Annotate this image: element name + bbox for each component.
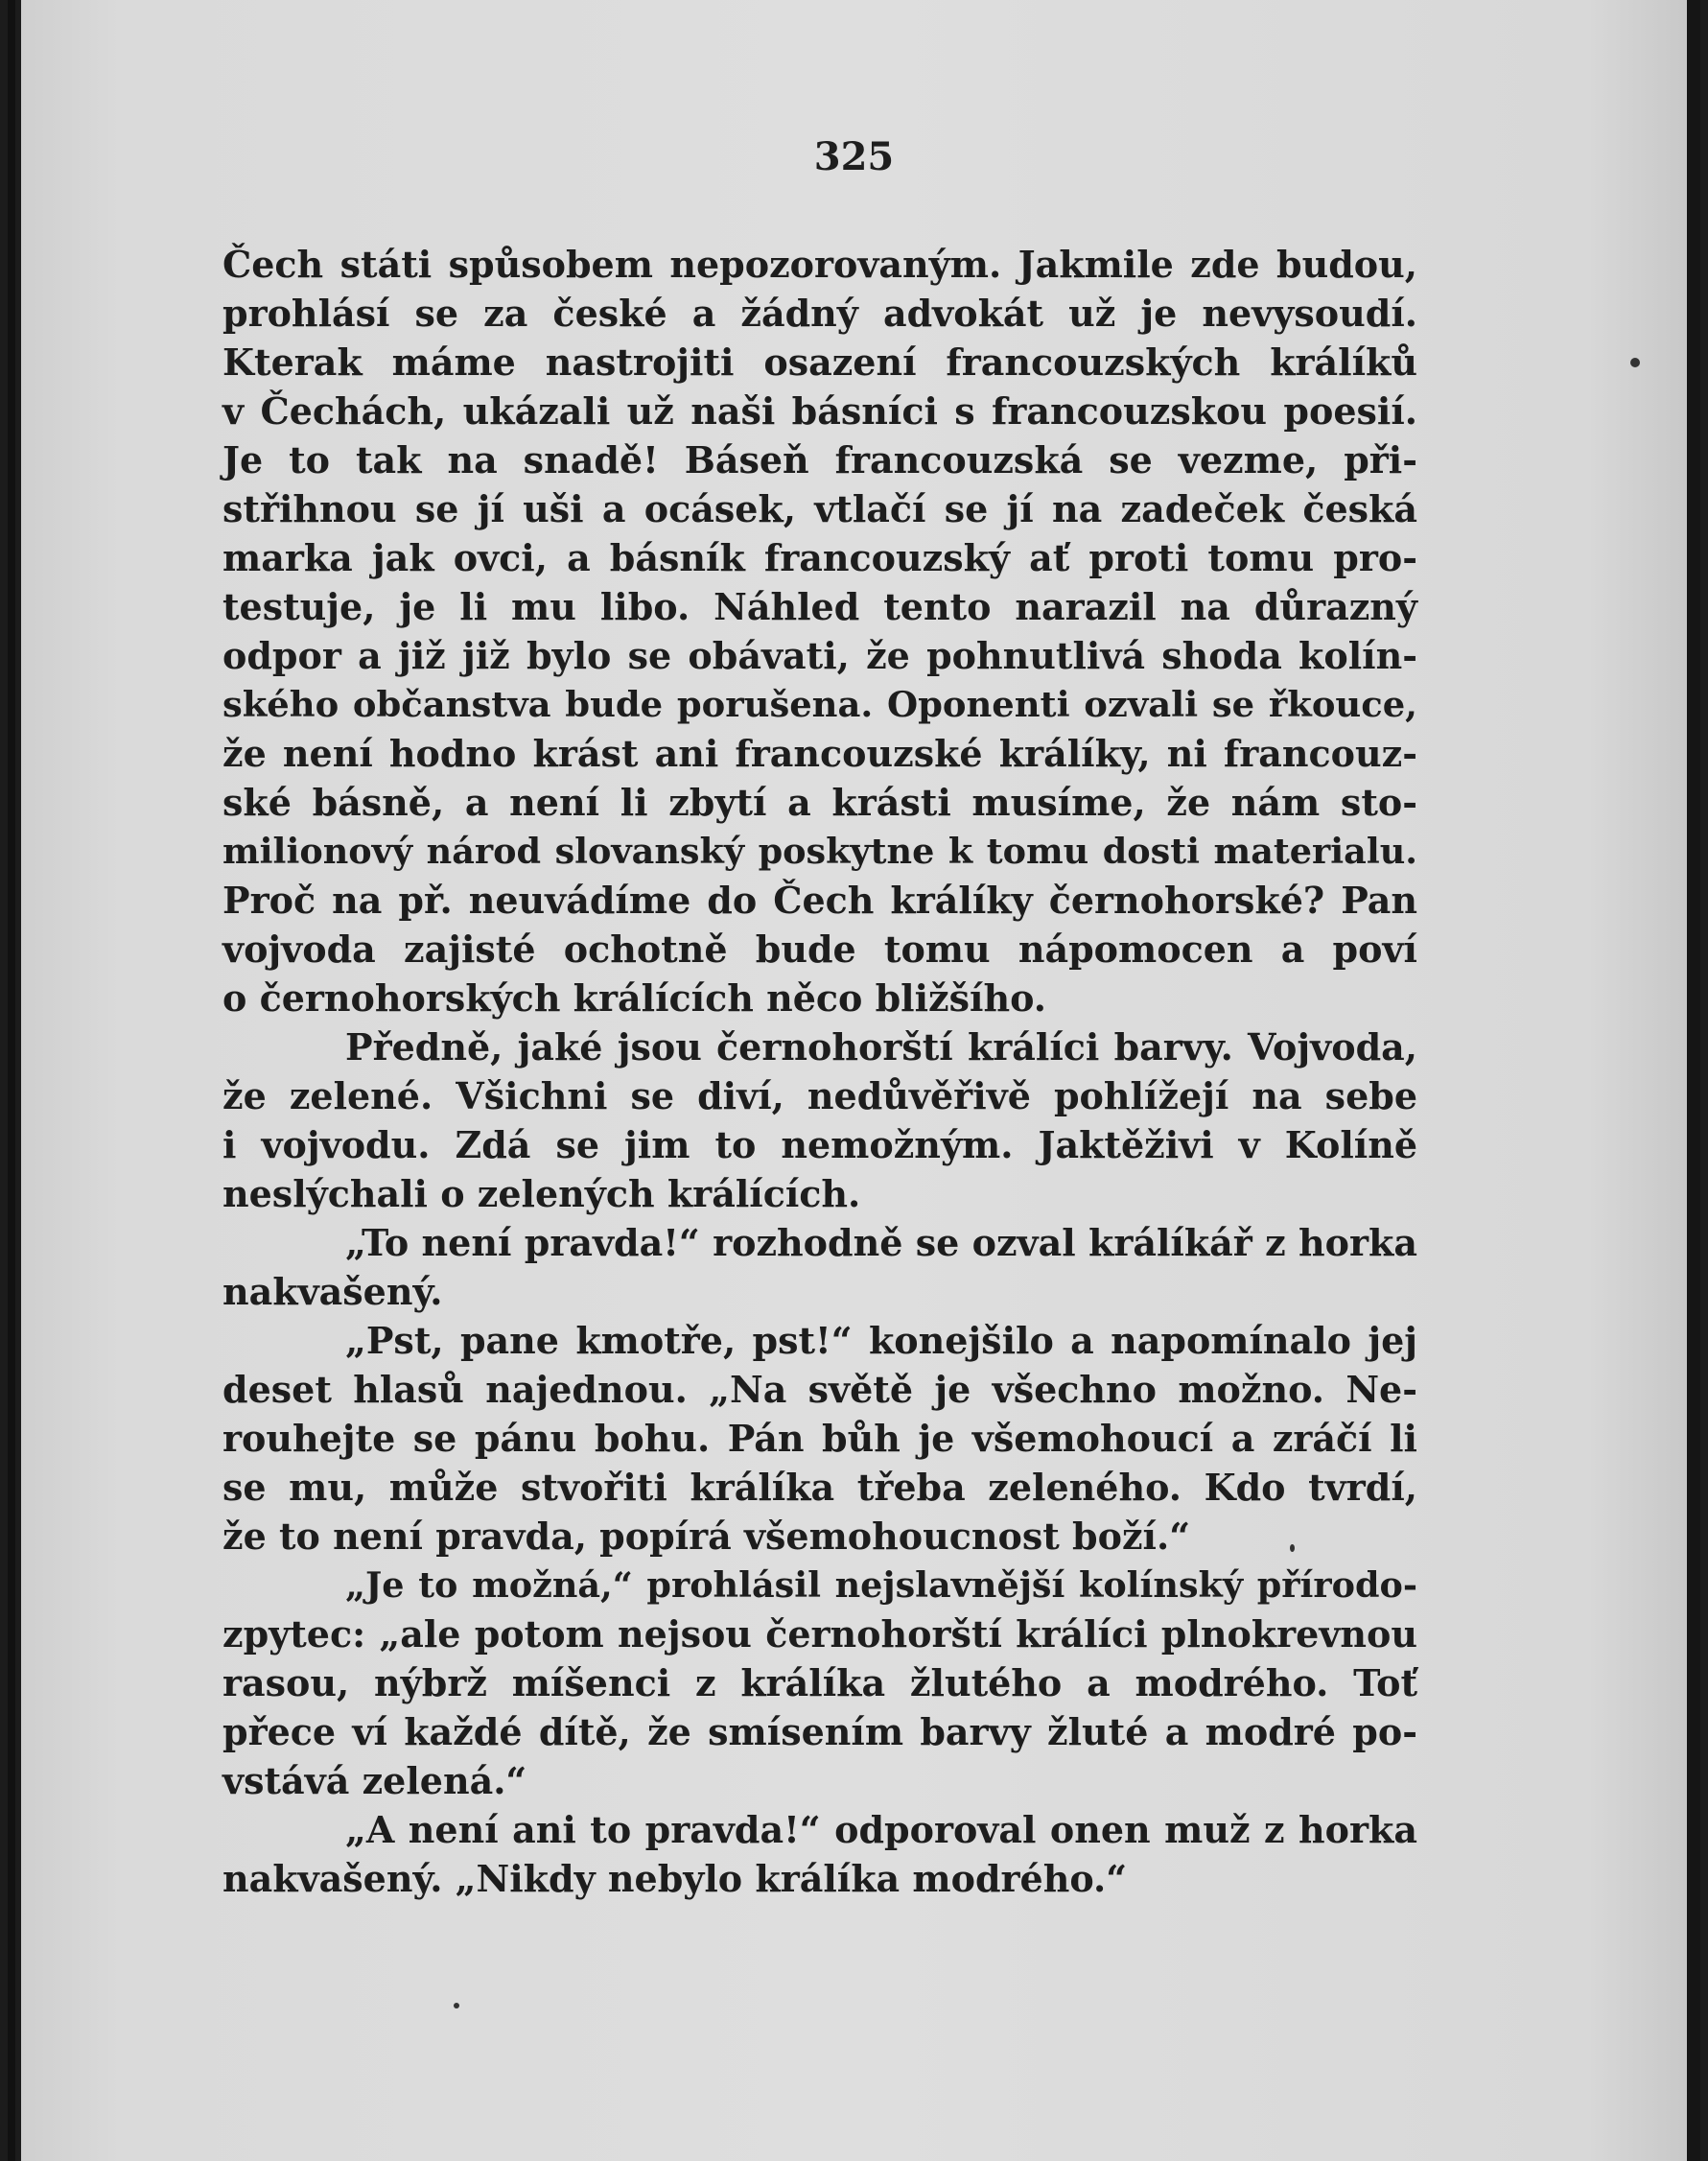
text-line: nakvašený. bbox=[222, 1270, 443, 1313]
text-line: prohlásí se za české a žádný advokát už je nevysoudí. bbox=[222, 292, 1417, 335]
text-line: Proč na př. neuvádíme do Čech králíky černohorské? Pan bbox=[222, 879, 1417, 922]
scan-speck bbox=[454, 2003, 459, 2008]
text-line: přece ví každé dítě, že smísením barvy žluté a modré po- bbox=[222, 1710, 1417, 1753]
text-line: marka jak ovci, a básník francouzský ať proti tomu pro- bbox=[222, 536, 1417, 579]
text-line: se mu, může stvořiti králíka třeba zeleného. Kdo tvrdí, bbox=[222, 1466, 1417, 1509]
text-line: Předně, jaké jsou černohorští králíci barvy. Vojvoda, bbox=[345, 1025, 1417, 1069]
text-line: vojvoda zajisté ochotně bude tomu nápomocen a poví bbox=[222, 928, 1417, 971]
scan-speck bbox=[1290, 1544, 1295, 1552]
text-line: rasou, nýbrž míšenci z králíka žlutého a modrého. Toť bbox=[222, 1661, 1417, 1704]
text-line: milionový národ slovanský poskytne k tomu dosti materialu. bbox=[222, 831, 1417, 872]
text-line: ského občanstva bude porušena. Oponenti ozvali se řkouce, bbox=[222, 683, 1417, 725]
right-margin-shadow bbox=[1687, 0, 1700, 2161]
text-line: rouhejte se pánu bohu. Pán bůh je všemohoucí a zráčí li bbox=[222, 1417, 1417, 1460]
text-line: zpytec: „ale potom nejsou černohorští králíci plnokrevnou bbox=[222, 1612, 1417, 1656]
text-line: „To není pravda!“ rozhodně se ozval králíkář z horka bbox=[345, 1221, 1417, 1264]
text-line: Kterak máme nastrojiti osazení francouzských králíků bbox=[222, 341, 1417, 384]
text-line: Je to tak na snadě! Báseň francouzská se vezme, při- bbox=[222, 438, 1417, 482]
page-number: 325 bbox=[813, 134, 895, 179]
text-line: vstává zelená.“ bbox=[222, 1759, 527, 1802]
text-line: „Je to možná,“ prohlásil nejslavnější kolínský přírodo- bbox=[345, 1564, 1417, 1606]
text-line: deset hlasů najednou. „Na světě je všechno možno. Ne- bbox=[222, 1368, 1417, 1411]
body-text bbox=[222, 240, 1417, 1903]
text-line: odpor a již již bylo se obávati, že pohnutlivá shoda kolín- bbox=[222, 634, 1417, 677]
scan-speck bbox=[1630, 358, 1640, 367]
text-line: i vojvodu. Zdá se jim to nemožným. Jaktěživi v Kolíně bbox=[222, 1123, 1417, 1166]
text-line: střihnou se jí uši a ocásek, vtlačí se jí na zadeček česká bbox=[222, 487, 1417, 530]
text-line: testuje, je li mu libo. Náhled tento narazil na důrazný bbox=[222, 585, 1417, 628]
text-line: nakvašený. „Nikdy nebylo králíka modrého.“ bbox=[222, 1857, 1128, 1900]
text-line: „Pst, pane kmotře, pst!“ konejšilo a napomínalo jej bbox=[345, 1319, 1417, 1362]
text-line: Čech státi spůsobem nepozorovaným. Jakmile zde budou, bbox=[222, 243, 1417, 286]
text-line: že není hodno krást ani francouzské králíky, ni francouz- bbox=[222, 732, 1417, 775]
text-line: ské básně, a není li zbytí a krásti musíme, že nám sto- bbox=[222, 781, 1417, 824]
left-margin-shadow bbox=[8, 0, 15, 2161]
text-line: že to není pravda, popírá všemohoucnost boží.“ bbox=[222, 1515, 1191, 1558]
text-line: „A není ani to pravda!“ odporoval onen muž z horka bbox=[345, 1808, 1417, 1851]
text-line: že zelené. Všichni se diví, nedůvěřivě pohlížejí na sebe bbox=[222, 1074, 1417, 1117]
text-line: neslýchali o zelených králících. bbox=[222, 1172, 861, 1215]
text-line: v Čechách, ukázali už naši básníci s francouzskou poesií. bbox=[222, 389, 1417, 433]
text-line: o černohorských králících něco bližšího. bbox=[222, 976, 1046, 1020]
